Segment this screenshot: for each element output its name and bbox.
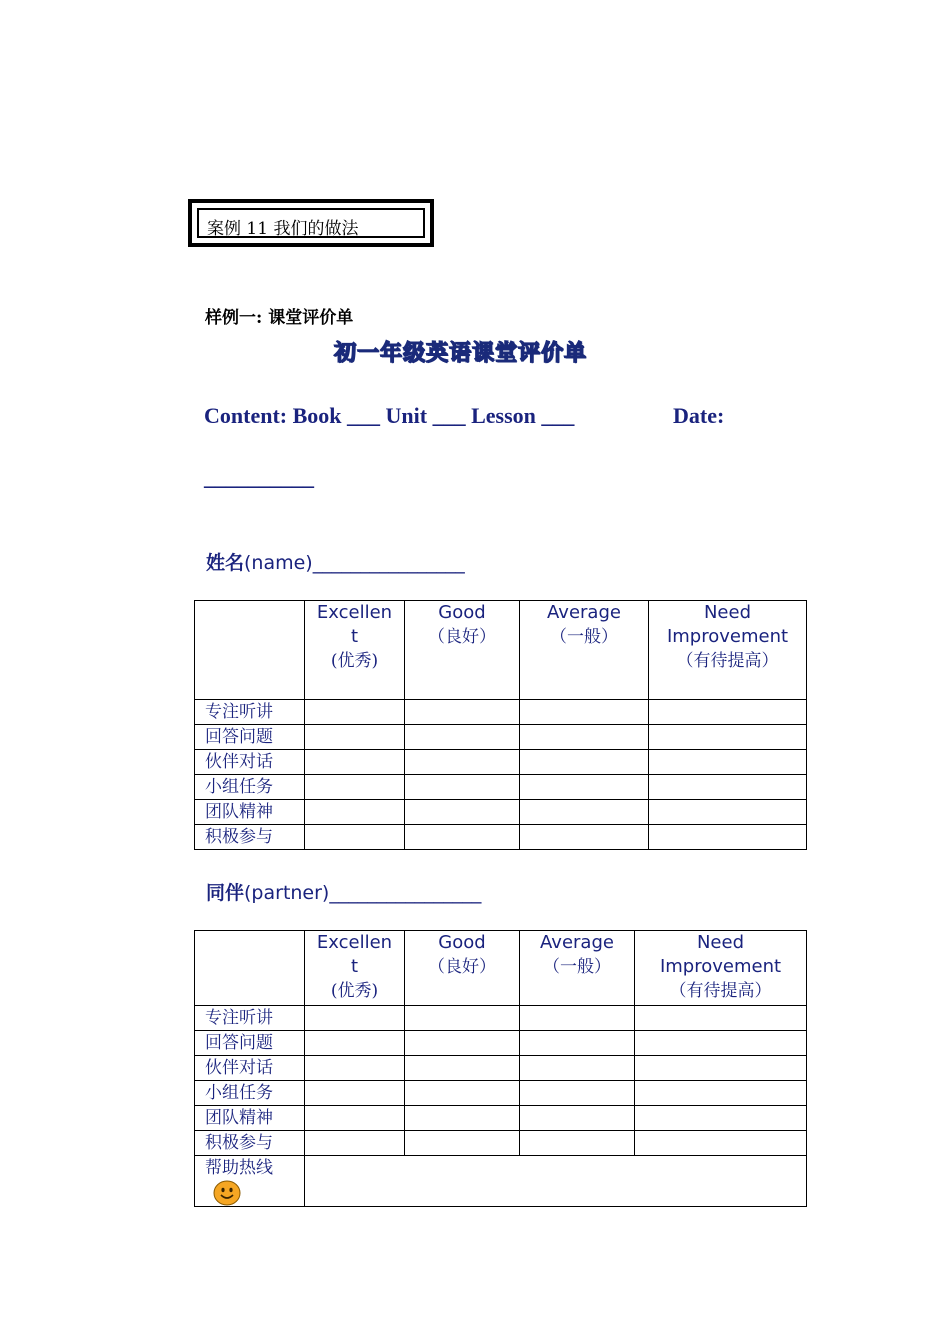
table-row: 小组任务 bbox=[195, 775, 807, 800]
header-empty-cell bbox=[195, 601, 305, 700]
header-need-improvement: Need Improvement （有待提高） bbox=[649, 601, 807, 700]
header-average: Average （一般） bbox=[520, 931, 635, 1006]
table-row: 团队精神 bbox=[195, 1106, 807, 1131]
smiley-icon bbox=[213, 1180, 241, 1206]
table-row: 团队精神 bbox=[195, 800, 807, 825]
table-header-row bbox=[195, 931, 807, 1006]
form-title: 初一年级英语课堂评价单 bbox=[334, 341, 588, 366]
help-hotline-input-cell[interactable] bbox=[305, 1156, 807, 1207]
date-blank: __________ bbox=[204, 465, 314, 490]
help-hotline-label: 帮助热线 bbox=[205, 1158, 273, 1178]
header-empty-cell bbox=[195, 931, 305, 1006]
date-label: Date: bbox=[673, 403, 725, 428]
table-row: 回答问题 bbox=[195, 725, 807, 750]
partner-eval-table bbox=[194, 930, 807, 1207]
case-title: 案例 11 我们的做法 bbox=[197, 208, 425, 238]
table-row: 积极参与 bbox=[195, 825, 807, 850]
name-line bbox=[206, 548, 465, 575]
partner-line bbox=[206, 878, 481, 905]
table-row: 回答问题 bbox=[195, 1031, 807, 1056]
header-need-improvement: Need Improvement （有待提高） bbox=[635, 931, 807, 1006]
table-row: 专注听讲 bbox=[195, 1006, 807, 1031]
partner-label-cn: 同伴 bbox=[206, 882, 245, 904]
sample-title: 样例一: 课堂评价单 bbox=[205, 308, 354, 328]
table-row: 伙伴对话 bbox=[195, 1056, 807, 1081]
header-average: Average （一般） bbox=[520, 601, 649, 700]
header-excellent: Excellen t (优秀) bbox=[305, 601, 405, 700]
table-row: 小组任务 bbox=[195, 1081, 807, 1106]
table-row: 伙伴对话 bbox=[195, 750, 807, 775]
case-title-box bbox=[188, 199, 434, 247]
table-header-row bbox=[195, 601, 807, 700]
header-good: Good （良好） bbox=[405, 601, 520, 700]
header-good: Good （良好） bbox=[405, 931, 520, 1006]
table-row: 积极参与 bbox=[195, 1131, 807, 1156]
header-excellent: Excellen t (优秀) bbox=[305, 931, 405, 1006]
self-eval-table bbox=[194, 600, 807, 850]
help-hotline-cell bbox=[195, 1156, 305, 1207]
help-hotline-row bbox=[195, 1156, 807, 1207]
name-label-en: (name)________________ bbox=[244, 552, 465, 574]
table-row: 专注听讲 bbox=[195, 700, 807, 725]
content-line: Content: Book ___ Unit ___ Lesson ___ bbox=[204, 403, 575, 428]
partner-label-en: (partner)________________ bbox=[244, 882, 482, 904]
name-label-cn: 姓名 bbox=[206, 552, 245, 574]
